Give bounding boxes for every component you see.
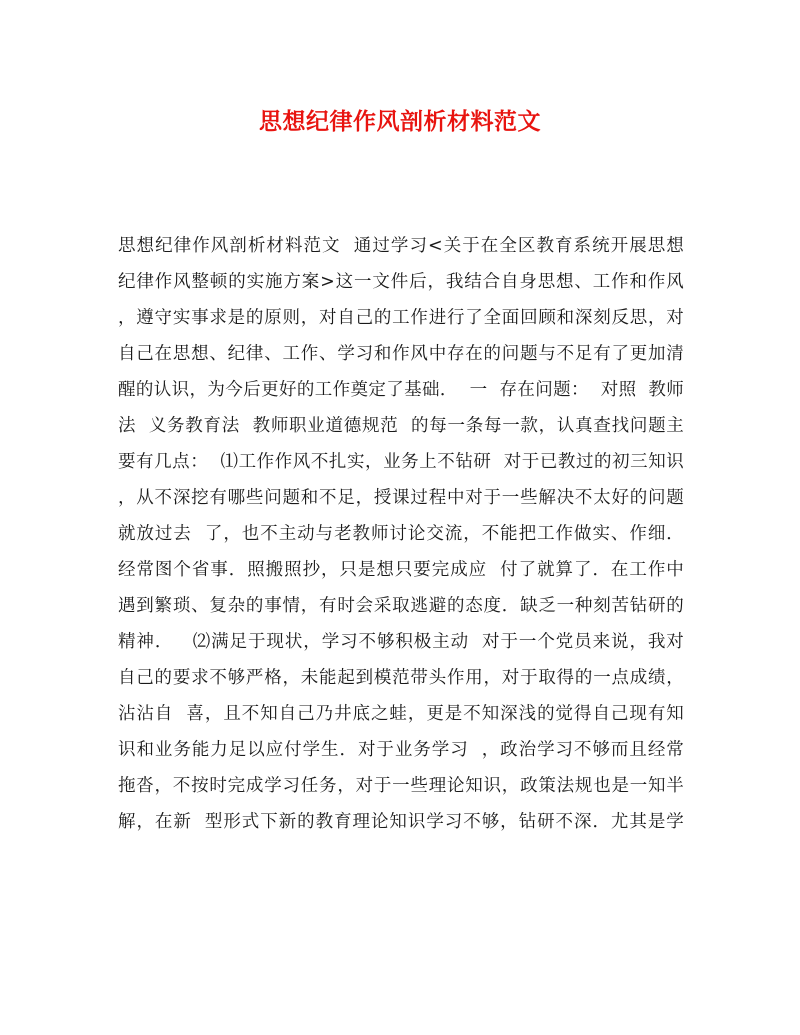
body-line: 思想纪律作风剖析材料范文 通过学习<关于在全区教育系统开展思想 (118, 236, 684, 256)
body-line: 就放过去 了，也不主动与老教师讨论交流，不能把工作做实、作细． (118, 524, 684, 544)
body-line: ，遵守实事求是的原则，对自己的工作进行了全面回顾和深刻反思，对 (118, 308, 684, 328)
document-title: 思想纪律作风剖析材料范文 (259, 108, 541, 135)
document-body (118, 228, 684, 840)
body-line: 纪律作风整顿的实施方案>这一文件后，我结合自身思想、工作和作风 (118, 272, 684, 292)
body-line: 自己在思想、纪律、工作、学习和作风中存在的问题与不足有了更加清 (118, 344, 684, 364)
body-line: 自己的要求不够严格，未能起到模范带头作用，对于取得的一点成绩， (118, 668, 684, 688)
body-line: 要有几点： ⑴工作作风不扎实，业务上不钻研 对于已教过的初三知识 (118, 452, 684, 472)
body-line: 识和业务能力足以应付学生．对于业务学习 ，政治学习不够而且经常 (118, 740, 684, 760)
body-line: 法 义务教育法 教师职业道德规范 的每一条每一款，认真查找问题主 (118, 416, 684, 436)
body-line: 解，在新 型形式下新的教育理论知识学习不够，钻研不深．尤其是学 (118, 812, 684, 832)
body-line: 拖沓，不按时完成学习任务，对于一些理论知识，政策法规也是一知半 (118, 776, 684, 796)
body-line: 遇到繁琐、复杂的事情，有时会采取逃避的态度．缺乏一种刻苦钻研的 (118, 596, 684, 616)
body-line: 精神． ⑵满足于现状，学习不够积极主动 对于一个党员来说，我对 (118, 632, 684, 652)
body-line: 经常图个省事．照搬照抄，只是想只要完成应 付了就算了．在工作中 (118, 560, 684, 580)
body-line: 醒的认识，为今后更好的工作奠定了基础． 一 存在问题： 对照 教师 (118, 380, 684, 400)
body-line: 沾沾自 喜，且不知自己乃井底之蛙，更是不知深浅的觉得自己现有知 (118, 704, 684, 724)
body-line: ，从不深挖有哪些问题和不足，授课过程中对于一些解决不太好的问题 (118, 488, 684, 508)
